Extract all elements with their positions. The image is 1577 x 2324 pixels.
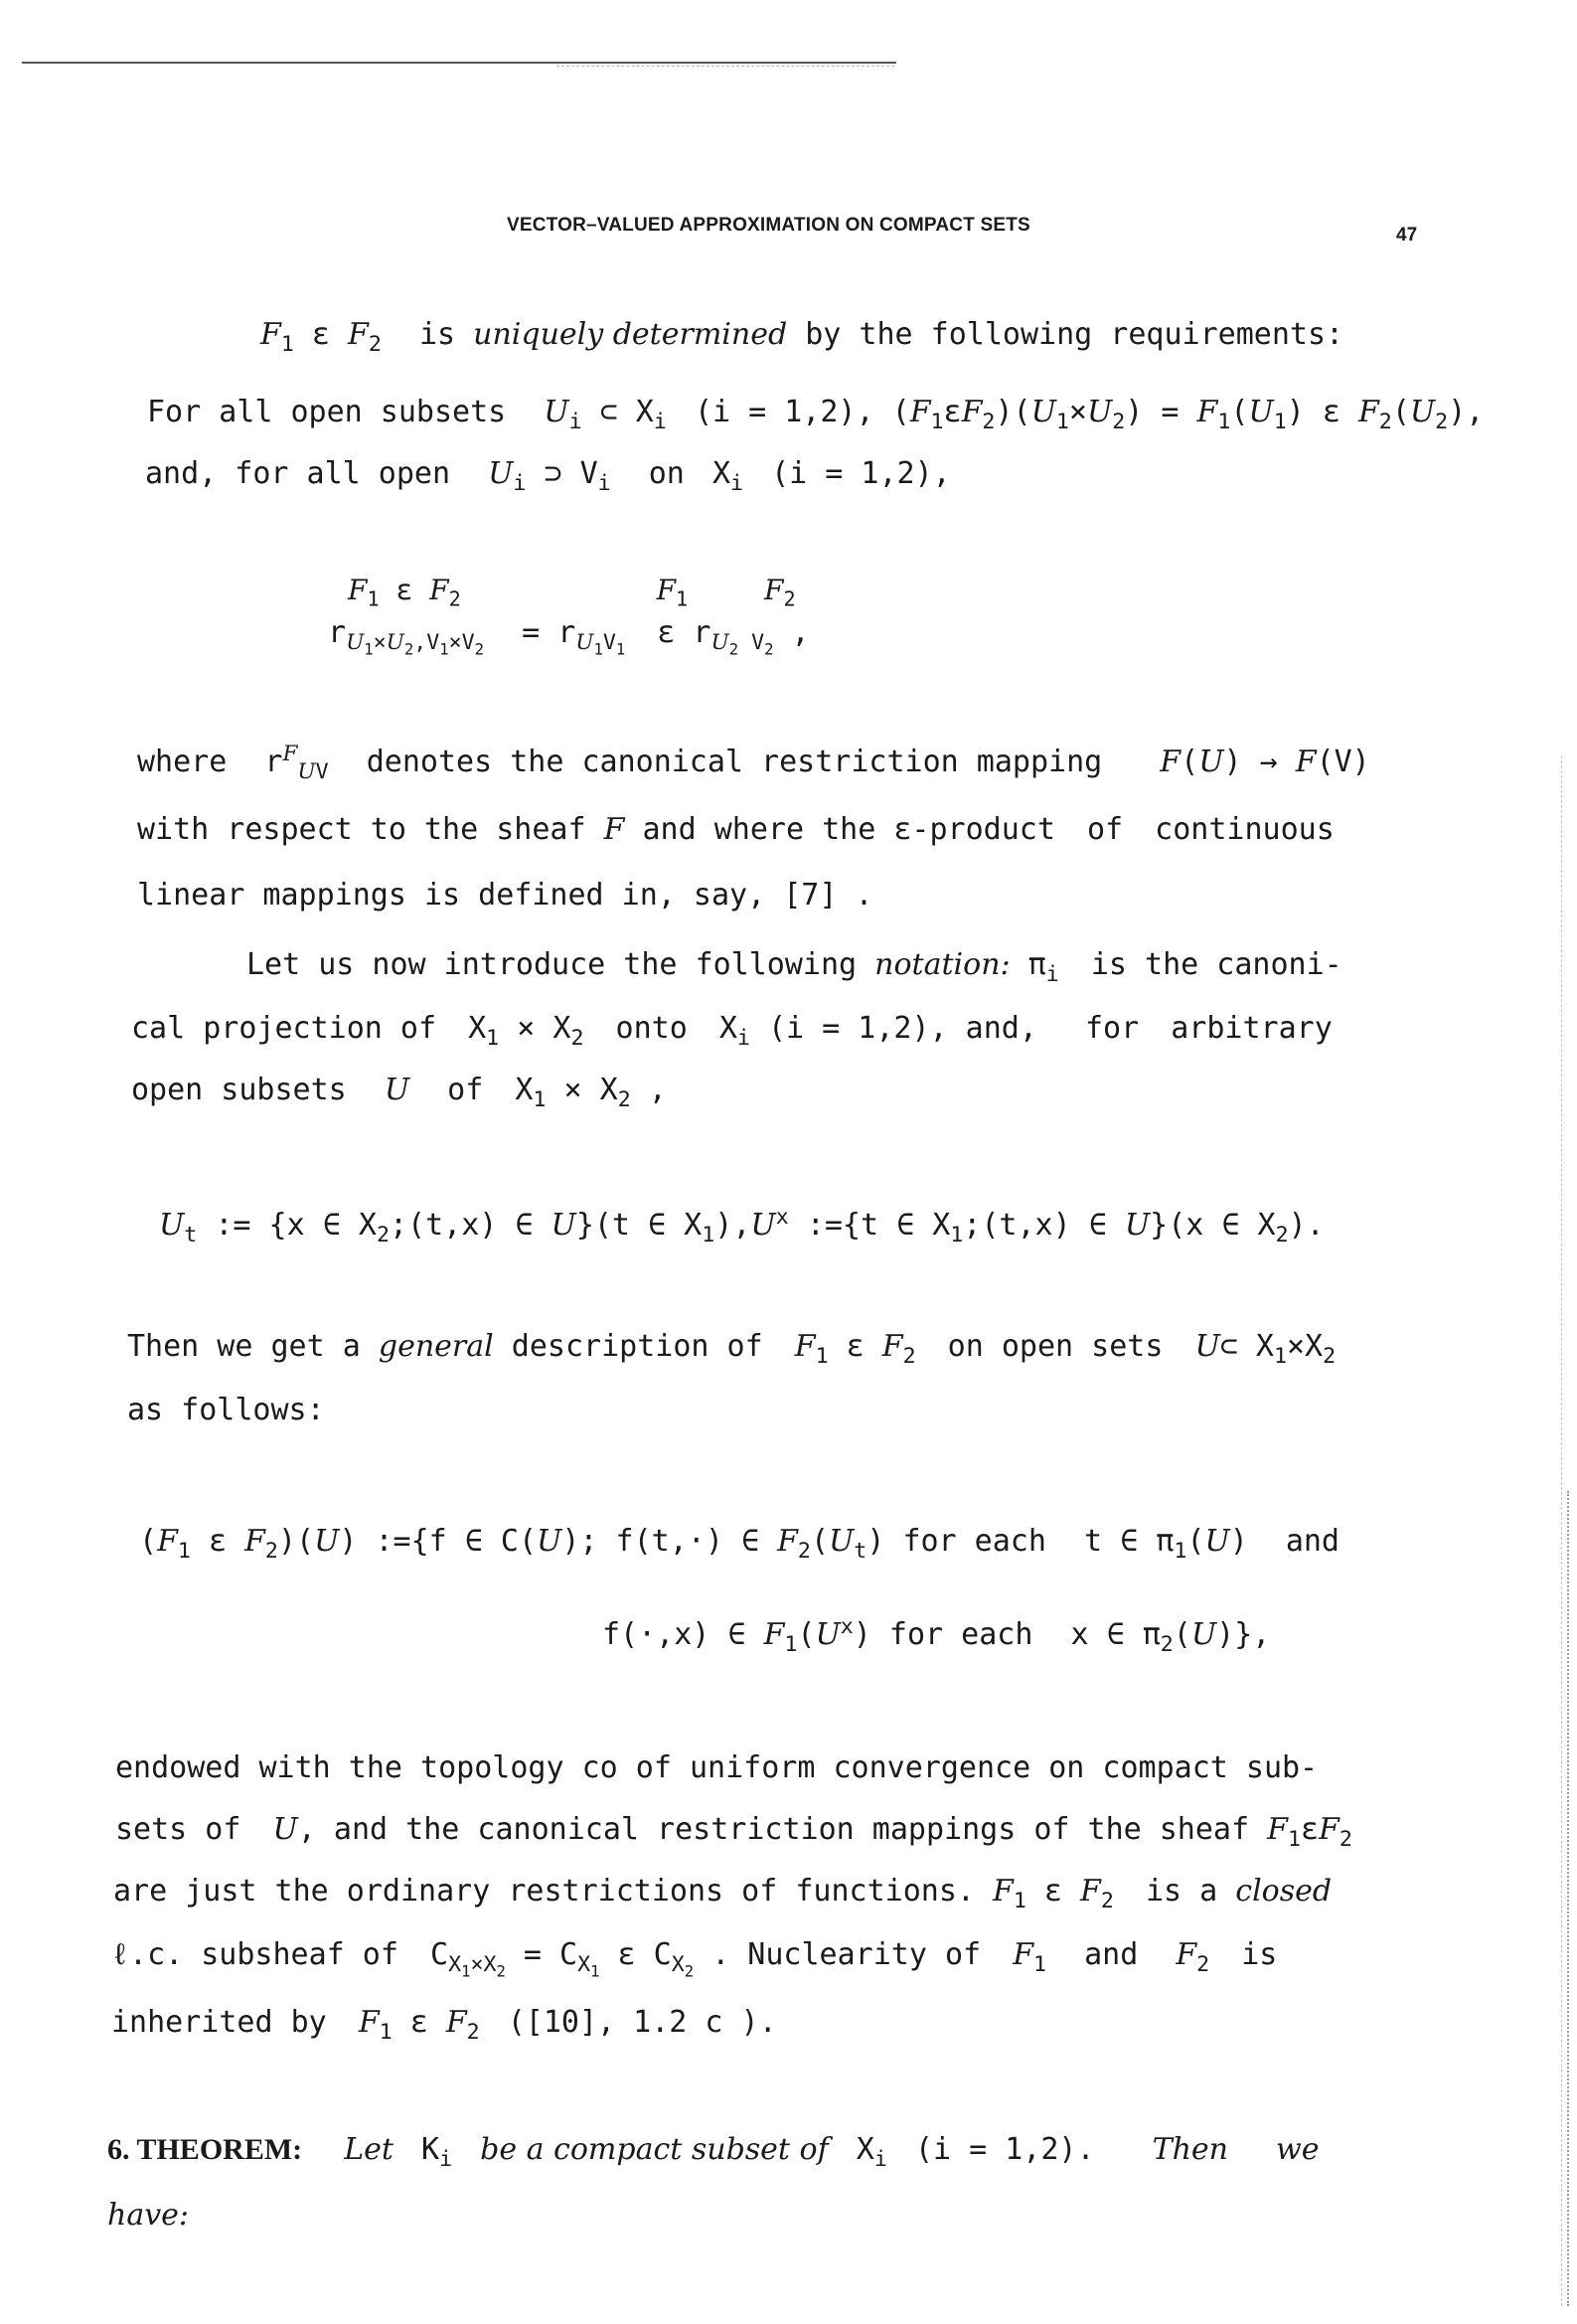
- formula-definition-line2: f(·,x) ∈ $F_1(U^x)$ for each x ∈ $\pi_2(U)$},: [602, 1614, 1271, 1657]
- formula-restriction-superscripts: $F_1$ ε $F_2$ $F_1$ $F_2$: [348, 574, 796, 611]
- para5-line3: are just the ordinary restrictions of functions. $F_1$ ε $F_2$ is a closed: [113, 1874, 1333, 1913]
- page-number: 47: [1396, 225, 1418, 246]
- theorem-6-line1: 6. THEOREM: Let $K_i$ be a compact subset of $X_i$ (i = 1,2). Then we: [107, 2132, 1320, 2172]
- para3-line1: Let us now introduce the following notation: $\pi_i$ is the canoni-: [246, 947, 1342, 987]
- emphasis-closed: closed: [1235, 1874, 1333, 1909]
- formula-sections: $U_t$ := {x ∈ $X_2;(t,x)$ ∈ U}(t ∈ $X_1),U^x$ :={t ∈ $X_1;(t,x)$ ∈ U}(x ∈ $X_2$).: [159, 1205, 1325, 1247]
- para1-line2: For all open subsets $U_i$ ⊂ $X_i$ (i = 1,2), $(F_1\varepsilon F_2)(U_1\times U_2) = F_1(U_1)$ ε $F_2(U_2)$,: [147, 395, 1485, 434]
- right-margin-scan-mark-dark: [1567, 1491, 1571, 2306]
- theorem-label: 6. THEOREM:: [107, 2133, 303, 2166]
- para2-line3: linear mappings is defined in, say, [7] .: [137, 878, 873, 913]
- theorem-6-line2: have:: [107, 2198, 190, 2233]
- right-margin-scan-mark: [1561, 755, 1563, 2306]
- formula-definition-line1: ($F_1$ ε $F_2)(U)$ :={f ∈ C(U); f(t,·) ∈ $F_2(U_t)$ for each t ∈ $\pi_1(U)$ and: [139, 1524, 1340, 1564]
- para3-line2: cal projection of $X_1 \times X_2$ onto $X_i$ (i = 1,2), and, for arbitrary: [131, 1011, 1333, 1051]
- para4-line1: Then we get a general description of $F_1$ ε $F_2$ on open sets U⊂ $X_1\times X_2$: [127, 1329, 1337, 1369]
- para5-line4: ℓ.c. subsheaf of $C_{X_1\times X_2} = C_{X_1}$ ε $C_{X_2}$ . Nuclearity of $F_1$ and $F_2$ is: [111, 1937, 1278, 1981]
- emphasis-uniquely-determined: uniquely determined: [473, 317, 788, 352]
- emphasis-general: general: [378, 1329, 494, 1364]
- para1-line3: and, for all open $U_i$ ⊃ $V_i$ on $X_i$ (i = 1,2),: [145, 456, 951, 496]
- formula-restriction-equation: $r_{U_1\times U_2,V_1\times V_2} = r_{U_1V_1}$ ε $r_{U_2 V_2}$ ,: [328, 615, 810, 659]
- para3-line3: open subsets U of $X_1 \times X_2$ ,: [131, 1073, 667, 1112]
- para2-line1: where $r^F_{UV}$ denotes the canonical restriction mapping F(U) → F(V): [137, 742, 1370, 784]
- para5-line1: endowed with the topology co of uniform convergence on compact sub-: [115, 1750, 1319, 1785]
- para4-line2: as follows:: [127, 1393, 325, 1427]
- top-rule: [22, 62, 896, 64]
- emphasis-notation: notation:: [874, 947, 1011, 982]
- para5-line2: sets of U, and the canonical restriction mappings of the sheaf $F_1\varepsilon F_2$: [115, 1812, 1352, 1852]
- para1-line1: $F_1$ ε $F_2$ is uniquely determined by the following requirements:: [260, 317, 1344, 357]
- running-title: VECTOR–VALUED APPROXIMATION ON COMPACT SETS: [507, 215, 1030, 236]
- para5-line5: inherited by $F_1$ ε $F_2$ ([10], 1.2 c ).: [111, 2005, 777, 2045]
- top-rule-faint: [556, 66, 894, 68]
- para2-line2: with respect to the sheaf F and where the ε-product of continuous: [137, 812, 1335, 847]
